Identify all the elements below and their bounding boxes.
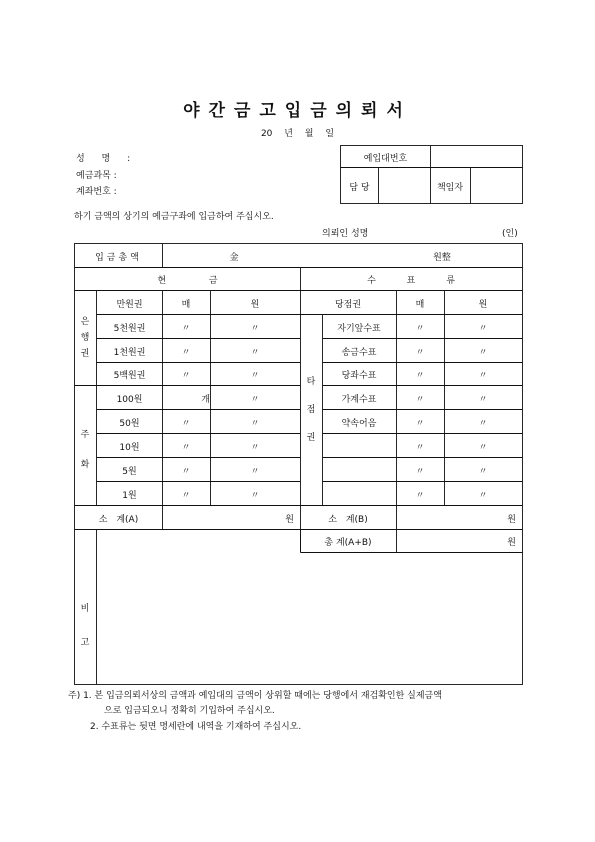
subtotal-a-label: 소 계(A) [98, 515, 139, 525]
ditto-mark: 〃 [250, 395, 260, 405]
manager-label: 책임자 [436, 183, 464, 193]
ditto-mark: 〃 [415, 443, 425, 453]
gold-mark: 金 [229, 253, 239, 263]
denomination-row: 100원 [116, 395, 143, 405]
ditto-mark: 〃 [478, 371, 488, 381]
ditto-mark: 〃 [181, 467, 191, 477]
ditto-mark: 〃 [415, 348, 425, 358]
check-type-row: 가계수표 [341, 395, 377, 405]
ditto-mark: 〃 [415, 324, 425, 334]
note-line-2: 으로 입금되오니 정확히 기입하여 주십시오. [104, 706, 275, 716]
check-type-row: 당점권 [334, 300, 362, 310]
ditto-mark: 〃 [478, 324, 488, 334]
ditto-mark: 〃 [478, 348, 488, 358]
count-column-header: 매 [181, 300, 191, 310]
ditto-mark: 〃 [181, 443, 191, 453]
total-amount-label: 입금총액 [95, 253, 142, 263]
account-number-label: 계좌번호 : [76, 187, 117, 197]
cash-header: 현 금 [157, 276, 218, 286]
ditto-mark: 〃 [415, 371, 425, 381]
ditto-mark: 〃 [181, 419, 191, 429]
account-subject-label: 예금과목 : [76, 171, 117, 181]
subtotal-b-won: 원 [507, 515, 516, 525]
grand-total-label: 총 계(A+B) [324, 538, 372, 548]
ditto-mark: 〃 [415, 419, 425, 429]
ditto-mark: 〃 [181, 324, 191, 334]
ditto-mark: 〃 [478, 467, 488, 477]
ditto-mark: 〃 [478, 443, 488, 453]
ditto-mark: 〃 [478, 419, 488, 429]
ditto-mark: 〃 [415, 467, 425, 477]
won-column-header: 원 [250, 300, 260, 310]
check-type-row: 약속어음 [341, 419, 377, 429]
check-type-row: 송금수표 [341, 348, 377, 358]
ditto-mark: 〃 [250, 371, 260, 381]
denomination-row: 5원 [122, 467, 137, 477]
grand-total-won: 원 [507, 538, 516, 548]
remarks-label: 비고 [80, 604, 90, 648]
ditto-mark: 〃 [250, 419, 260, 429]
ditto-mark: 〃 [250, 467, 260, 477]
signature-label: 의뢰인 성명 [322, 229, 369, 239]
denomination-row: 5천원권 [113, 324, 146, 334]
ditto-mark: 〃 [181, 348, 191, 358]
coins-group-label: 주화 [80, 430, 90, 470]
staff-label: 담 당 [349, 183, 370, 193]
ditto-mark: 〃 [478, 491, 488, 501]
ditto-mark: 〃 [181, 371, 191, 381]
subtotal-a-won: 원 [285, 515, 294, 525]
check-type-row: 자기앞수표 [337, 324, 381, 334]
name-label: 성 명 : [76, 154, 131, 164]
note-line-3: 2. 수표류는 뒷면 명세란에 내역을 기재하여 주십시오. [90, 722, 302, 732]
seal-mark: (인) [502, 229, 518, 239]
check-type-row: 당좌수표 [341, 371, 377, 381]
denomination-row: 5백원권 [113, 371, 146, 381]
ditto-mark: 〃 [415, 395, 425, 405]
subtotal-b-label: 소 계(B) [328, 515, 368, 525]
won-column-header: 원 [478, 300, 488, 310]
ditto-mark: 〃 [250, 324, 260, 334]
denomination-row: 1천원권 [113, 348, 146, 358]
coin-unit-label: 개 [201, 395, 210, 405]
ditto-mark: 〃 [250, 443, 260, 453]
ditto-mark: 〃 [478, 395, 488, 405]
bag-number-label: 예입대번호 [363, 154, 408, 164]
checks-header: 수 표 류 [367, 276, 455, 286]
ditto-mark: 〃 [415, 491, 425, 501]
bank-notes-group-label: 은행권 [80, 317, 90, 359]
won-whole-mark: 원整 [433, 253, 451, 263]
form-title: 야간금고입금의뢰서 [183, 101, 412, 121]
count-column-header: 매 [415, 300, 425, 310]
denomination-row: 1원 [122, 491, 137, 501]
date-line: 20 년 월 일 [260, 129, 335, 139]
request-text: 하기 금액의 상기의 예금구좌에 입금하여 주십시오. [74, 212, 274, 222]
ditto-mark: 〃 [181, 491, 191, 501]
ditto-mark: 〃 [250, 491, 260, 501]
denomination-row: 50원 [119, 419, 140, 429]
ditto-mark: 〃 [250, 348, 260, 358]
note-line-1: 주) 1. 본 입금의뢰서상의 금액과 예입대의 금액이 상위할 때에는 당행에서 재검확인한 실제금액 [68, 691, 442, 701]
denomination-row: 만원권 [116, 300, 143, 310]
other-checks-group-label: 타점권 [306, 377, 316, 443]
denomination-row: 10원 [119, 443, 140, 453]
